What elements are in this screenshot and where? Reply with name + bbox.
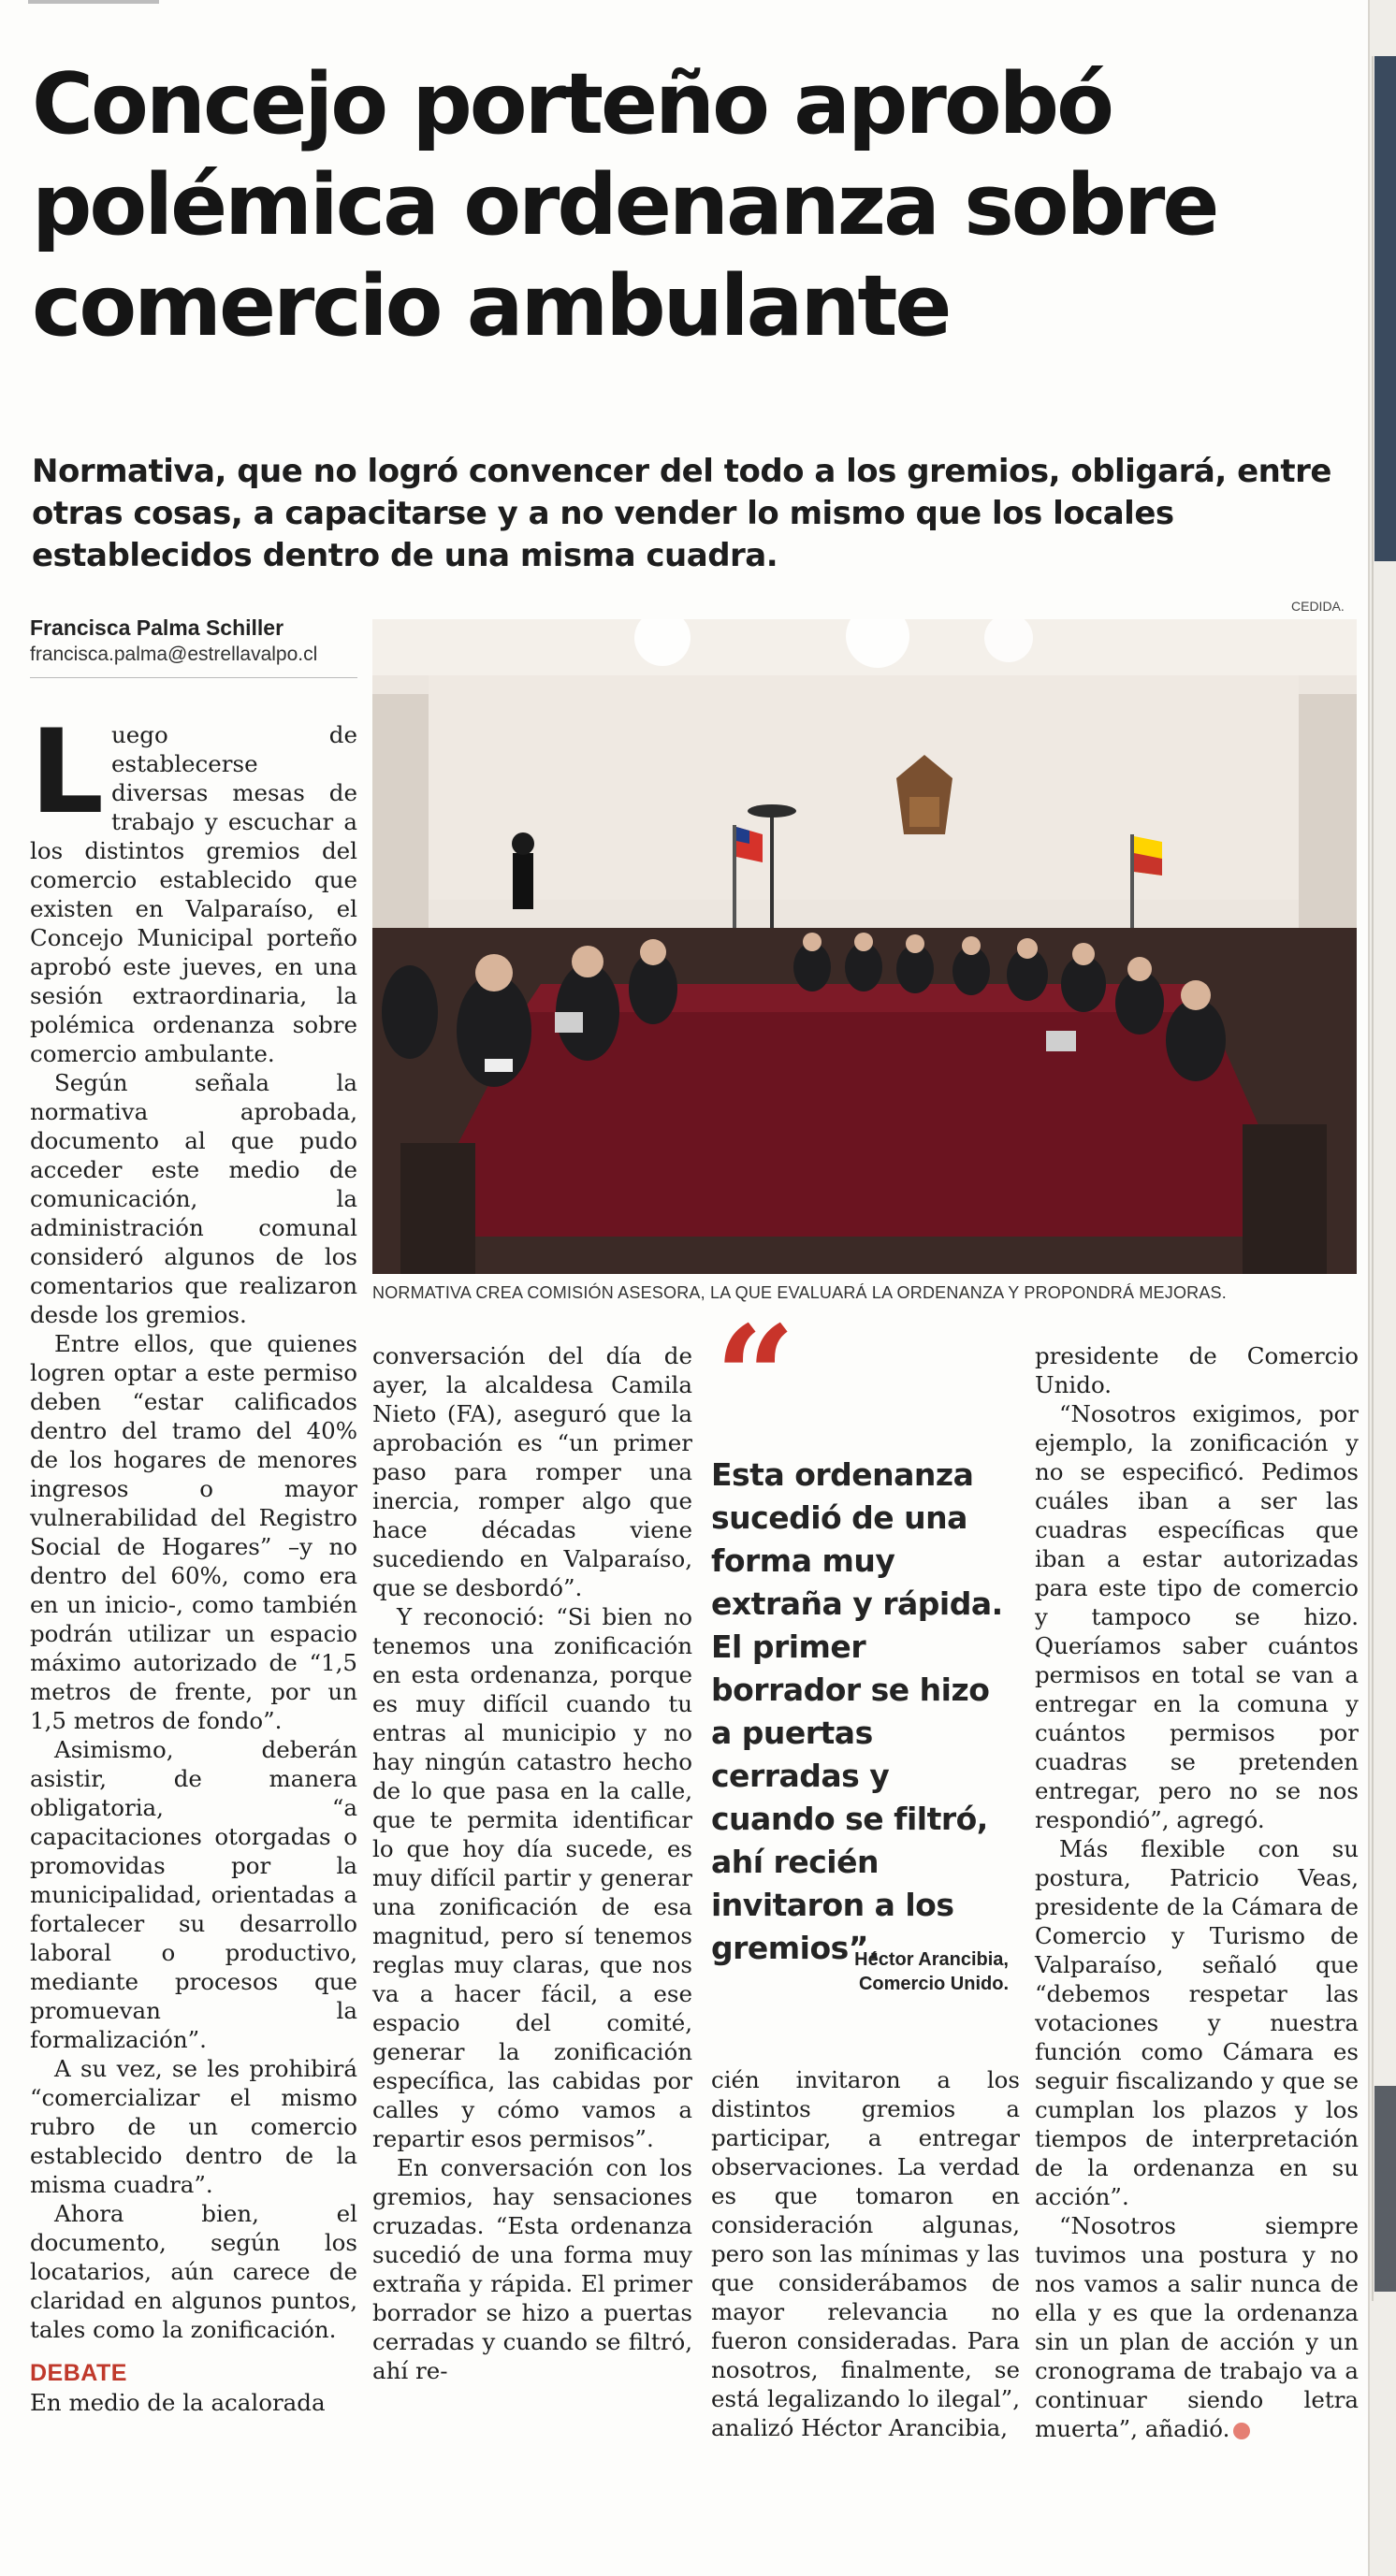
paragraph: Y reconoció: “Si bien no tenemos una zonificación en esta ordenanza, porque es muy difícil cuando tu entras al municipio y no hay ningún catastro hecho de lo que pasa en la calle, que te permita identificar lo que hoy día sucede, es muy difícil partir y generar una zonificación de esa magnitud, pero sí tenemos reglas muy claras, que nos va a hacer fácil, a ese espacio del comité, generar la zonificación específica, las cabidas por calles y cómo vamos a repartir esos permisos”. (372, 1603, 692, 2152)
paragraph: En conversación con los gremios, hay sensaciones cruzadas. “Esta ordenanza sucedió de una forma muy extraña y rápida. El primer borrador se hizo a puertas cerradas y cuando se filtró, ahí re- (372, 2154, 692, 2384)
drop-cap: L (30, 705, 105, 840)
adjacent-photo-bottom (1374, 2086, 1396, 2292)
byline-name: Francisca Palma Schiller (30, 615, 284, 640)
paragraph: Asimismo, deberán asistir, de manera obligatoria, “a capacitaciones otorgadas o promovidas por la municipalidad, orientadas a fortalecer su desarrollo laboral o productivo, mediante procesos que promuevan la formalización”. (30, 1736, 357, 2053)
pull-quote-org: Comercio Unido. (858, 1974, 1009, 1994)
paragraph: A su vez, se les prohibirá “comercializar el mismo rubro de un comercio establecido dentro de la misma cuadra”. (30, 2055, 357, 2198)
paragraph: “Nosotros exigimos, por ejemplo, la zonificación y no se especificó. Pedimos cuáles iban a ser las cuadras específicas que iban a estar autorizadas para este tipo de comercio y tampoco se hizo. Queríamos saber cuántos permisos en total se van a entregar en la comuna y cuántos permisos por cuadras se pretenden entregar, pero no se nos respondió”, agregó. (1035, 1400, 1359, 1833)
pull-quote-name: Héctor Arancibia, (854, 1949, 1009, 1970)
paragraph (1035, 2211, 1359, 2443)
top-rule (28, 0, 159, 4)
council-session-illustration (372, 619, 1357, 1274)
byline-email[interactable]: francisca.palma@estrellavalpo.cl (30, 644, 318, 665)
paragraph-text: “Nosotros siempre tuvimos una postura y no nos vamos a salir nunca de ella y es que la ordenanza sin un plan de acción y un cronograma de trabajo va a continuar siendo letra muerta”, añadió. (1035, 2212, 1359, 2442)
council-session-photo (372, 619, 1357, 1274)
paragraph: Según señala la normativa aprobada, documento al que pudo acceder este medio de comunicación, la administración comunal consideró algunos de los comentarios que realizaron desde los gremios. (30, 1069, 357, 1328)
paragraph: cién invitaron a los distintos gremios a participar, a entregar observaciones. La verdad es que tomaron en consideración algunas, pero son las mínimas y las que considerábamos de mayor relevancia no fueron consideradas. Para nosotros, finalmente, se está legalizando lo ilegal”, analizó Héctor Arancibia, (711, 2066, 1020, 2441)
quote-mark-icon: “ (715, 1295, 796, 1460)
paragraph: Entre ellos, que quienes logren optar a este permiso deben “estar calificados dentro del tramo del 40% de los hogares de menores ingresos o mayor vulnerabilidad del Registro Social de Hogares” –y no dentro del 60%, como era en un inicio-, como también podrán utilizar un espacio máximo autorizado de “1,5 metros de frente, por un 1,5 metros de fondo”. (30, 1330, 357, 1734)
photo-caption: NORMATIVA CREA COMISIÓN ASESORA, LA QUE EVALUARÁ LA ORDENANZA Y PROPONDRÁ MEJORAS. (372, 1283, 1227, 1302)
article-column-3 (711, 2065, 1020, 2442)
paragraph: uego de establecerse diversas mesas de trabajo y escuchar a los distintos gremios del comercio establecido que existen en Valparaíso, el Concejo Municipal porteño aprobó este jueves, en una sesión extraordinaria, la polémica ordenanza sobre comercio ambulante. (30, 721, 357, 1067)
paragraph: Ahora bien, el documento, según los locatarios, aún carece de claridad en algunos puntos, tales como la zonificación. (30, 2200, 357, 2343)
paragraph: conversación del día de ayer, la alcaldesa Camila Nieto (FA), aseguró que la aprobación es “un primer paso para romper una inercia, romper algo que hace décadas viene sucediendo en Valparaíso, que se desbordó”. (372, 1342, 692, 1601)
pull-quote-attribution (711, 1947, 1009, 1996)
article-column-4 (1035, 1341, 1359, 2443)
subhead-debate: DEBATE (30, 2360, 127, 2386)
photo-credit: CEDIDA. (1291, 599, 1345, 614)
pull-quote: Esta ordenanza sucedió de una forma muy extraña y rápida. El primer borrador se hizo a puertas cerradas y cuando se filtró, ahí recién invitaron a los gremios”. (711, 1456, 1003, 1966)
deck: Normativa, que no logró convencer del todo a los gremios, obligará, entre otras cosas, a capacitarse y a no vender lo mismo que los locales establecidos dentro de una misma cuadra. (32, 453, 1331, 574)
end-of-article-icon (1233, 2423, 1250, 2439)
adjacent-column-rule (1372, 56, 1374, 2301)
paragraph: presidente de Comercio Unido. (1035, 1342, 1359, 1398)
paragraph: En medio de la acalorada (30, 2389, 326, 2416)
article-column-1 (30, 705, 357, 2417)
paragraph: Más flexible con su postura, Patricio Veas, presidente de la Cámara de Comercio y Turismo de Valparaíso, señaló que “debemos respetar las votaciones y nuestra función como Cámara es seguir fiscalizando y que se cumplan los plazos y los tiempos de interpretación de la ordenanza en su acción”. (1035, 1835, 1359, 2210)
byline-rule (30, 677, 357, 678)
article-column-2 (372, 1341, 692, 2385)
adjacent-photo (1374, 56, 1396, 561)
headline: Concejo porteño aprobó polémica ordenanza sobre comercio ambulante (32, 55, 1217, 355)
